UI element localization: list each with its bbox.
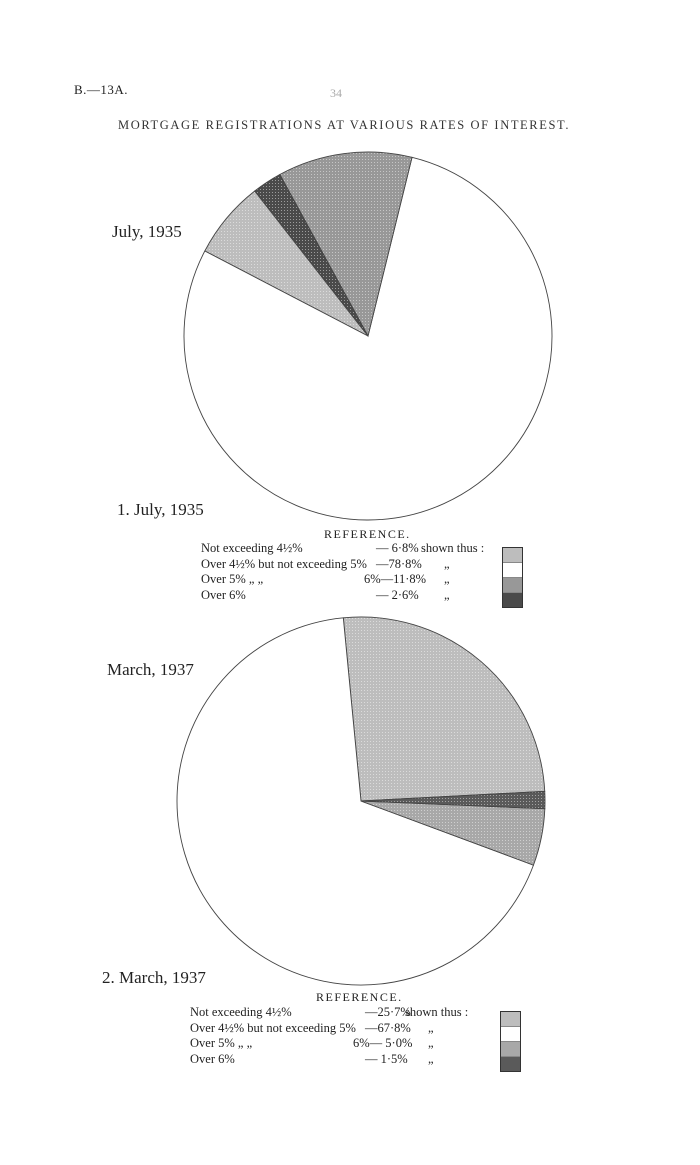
legend-swatch <box>503 548 522 563</box>
legend-value: — 6·8% <box>376 541 419 555</box>
legend-swatch <box>501 1027 520 1042</box>
legend-swatch <box>503 578 522 593</box>
legend-shown-thus: „ <box>428 1020 434 1035</box>
legend-row <box>190 1052 490 1068</box>
pie2-side-label: March, 1937 <box>107 660 194 679</box>
pie-chart-march-1937 <box>175 615 547 987</box>
page-number: 34 <box>330 86 342 100</box>
legend-shown-thus: „ <box>444 587 450 602</box>
legend-row <box>201 572 501 588</box>
legend-swatch <box>501 1012 520 1027</box>
legend-label: Not exceeding 4½% <box>190 1005 292 1019</box>
pie2-legend-swatches <box>500 1011 521 1072</box>
legend-swatch <box>503 563 522 578</box>
page-reference: B.—13A. <box>74 82 129 97</box>
legend-value: — 2·6% <box>376 587 419 602</box>
legend-swatch <box>501 1042 520 1057</box>
pie1-caption: 1. July, 1935 <box>117 500 204 519</box>
legend-shown-thus: „ <box>428 1036 434 1050</box>
legend-value: 6%— 5·0% <box>353 1036 413 1050</box>
legend-label: Over 4½% but not exceeding 5% <box>190 1020 356 1035</box>
legend-value: —67·8% <box>365 1020 411 1035</box>
pie-chart-july-1935 <box>182 150 554 522</box>
pie1-legend-swatches <box>502 547 523 608</box>
main-title: MORTGAGE REGISTRATIONS AT VARIOUS RATES OF INTEREST. <box>118 118 571 132</box>
legend-shown-thus: shown thus : <box>405 1005 469 1019</box>
legend-shown-thus: „ <box>444 556 450 571</box>
legend-label: Not exceeding 4½% <box>201 541 303 555</box>
legend-shown-thus: shown thus : <box>421 541 485 555</box>
legend-swatch <box>503 593 522 607</box>
legend-swatch <box>501 1057 520 1071</box>
legend-row <box>190 1036 490 1052</box>
legend-label: Over 5% „ „ <box>190 1036 253 1050</box>
legend-value: —25·7% <box>365 1005 411 1019</box>
legend-shown-thus: „ <box>428 1051 434 1066</box>
pie2-caption: 2. March, 1937 <box>102 968 206 987</box>
legend-value: 6%—11·8% <box>364 572 427 586</box>
legend-label: Over 6% <box>190 1051 235 1066</box>
pie1-legend <box>201 541 501 603</box>
pie-slice-2-1 <box>343 617 544 801</box>
pie2-reference-title: REFERENCE. <box>316 990 403 1004</box>
legend-row <box>190 1021 490 1037</box>
legend-value: — 1·5% <box>365 1051 408 1066</box>
legend-shown-thus: „ <box>444 572 450 586</box>
legend-label: Over 4½% but not exceeding 5% <box>201 556 367 571</box>
legend-label: Over 5% „ „ <box>201 572 264 586</box>
legend-row <box>201 588 501 604</box>
legend-row <box>190 1005 490 1021</box>
legend-value: —78·8% <box>376 556 422 571</box>
pie2-legend <box>190 1005 490 1067</box>
legend-label: Over 6% <box>201 587 246 602</box>
legend-row <box>201 557 501 573</box>
pie1-side-label: July, 1935 <box>112 222 182 241</box>
pie1-reference-title: REFERENCE. <box>324 527 411 541</box>
legend-row <box>201 541 501 557</box>
